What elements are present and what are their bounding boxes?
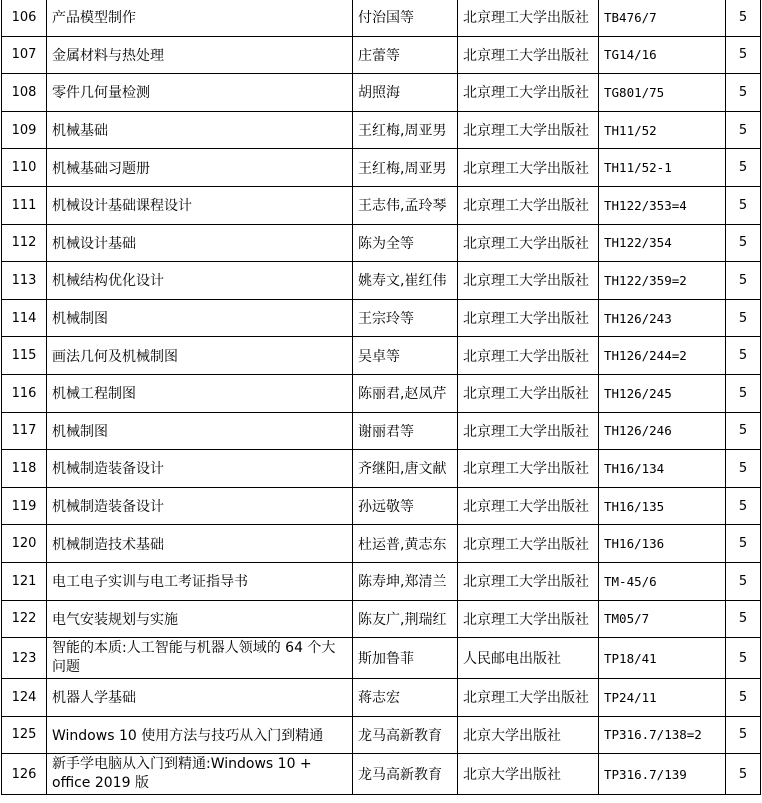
book-publisher: 北京理工大学出版社: [458, 74, 599, 112]
book-publisher: 北京理工大学出版社: [458, 224, 599, 262]
table-body: [2, 0, 761, 795]
book-title: Windows 10 使用方法与技巧从入门到精通: [47, 716, 353, 754]
book-title: 零件几何量检测: [47, 74, 353, 112]
quantity: 5: [726, 299, 761, 337]
call-number: TG14/16: [599, 36, 726, 74]
book-title: 机械制图: [47, 412, 353, 450]
call-number: TH122/353=4: [599, 186, 726, 224]
row-number: 110: [2, 149, 47, 187]
table-row: [2, 525, 761, 563]
book-publisher: 北京理工大学出版社: [458, 487, 599, 525]
quantity: 5: [726, 111, 761, 149]
table-row: [2, 262, 761, 300]
book-publisher: 北京理工大学出版社: [458, 111, 599, 149]
book-author: 陈丽君,赵凤芹: [353, 374, 458, 412]
quantity: 5: [726, 525, 761, 563]
book-title: 电工电子实训与电工考证指导书: [47, 562, 353, 600]
call-number: TM05/7: [599, 600, 726, 638]
book-title: 机械制造装备设计: [47, 450, 353, 488]
call-number: TH126/246: [599, 412, 726, 450]
quantity: 5: [726, 450, 761, 488]
book-publisher: 北京理工大学出版社: [458, 186, 599, 224]
quantity: 5: [726, 562, 761, 600]
row-number: 109: [2, 111, 47, 149]
table-row: [2, 74, 761, 112]
table-row: [2, 754, 761, 795]
row-number: 124: [2, 679, 47, 717]
book-publisher: 北京大学出版社: [458, 754, 599, 795]
book-author: 杜运普,黄志东: [353, 525, 458, 563]
book-author: 陈为全等: [353, 224, 458, 262]
book-publisher: 北京理工大学出版社: [458, 299, 599, 337]
quantity: 5: [726, 679, 761, 717]
row-number: 121: [2, 562, 47, 600]
quantity: 5: [726, 224, 761, 262]
row-number: 115: [2, 337, 47, 375]
book-author: 吴卓等: [353, 337, 458, 375]
table-row: [2, 562, 761, 600]
book-title: 机械基础习题册: [47, 149, 353, 187]
call-number: TP18/41: [599, 638, 726, 679]
call-number: TH126/245: [599, 374, 726, 412]
book-publisher: 北京理工大学出版社: [458, 262, 599, 300]
book-title: 机械设计基础: [47, 224, 353, 262]
book-publisher: 北京理工大学出版社: [458, 600, 599, 638]
row-number: 123: [2, 638, 47, 679]
quantity: 5: [726, 262, 761, 300]
book-author: 王红梅,周亚男: [353, 111, 458, 149]
book-publisher: 北京理工大学出版社: [458, 525, 599, 563]
row-number: 126: [2, 754, 47, 795]
book-publisher: 北京理工大学出版社: [458, 0, 599, 36]
call-number: TH16/134: [599, 450, 726, 488]
book-title: 智能的本质:人工智能与机器人领域的 64 个大问题: [47, 638, 353, 679]
quantity: 5: [726, 487, 761, 525]
book-publisher: 北京理工大学出版社: [458, 562, 599, 600]
table-row: [2, 716, 761, 754]
call-number: TP316.7/139: [599, 754, 726, 795]
book-title: 机械工程制图: [47, 374, 353, 412]
quantity: 5: [726, 337, 761, 375]
call-number: TH122/359=2: [599, 262, 726, 300]
call-number: TP316.7/138=2: [599, 716, 726, 754]
table-row: [2, 679, 761, 717]
quantity: 5: [726, 754, 761, 795]
quantity: 5: [726, 638, 761, 679]
book-publisher: 北京理工大学出版社: [458, 337, 599, 375]
book-title: 电气安装规划与实施: [47, 600, 353, 638]
book-author: 王宗玲等: [353, 299, 458, 337]
book-author: 龙马高新教育: [353, 716, 458, 754]
book-publisher: 北京大学出版社: [458, 716, 599, 754]
book-publisher: 北京理工大学出版社: [458, 36, 599, 74]
book-author: 蒋志宏: [353, 679, 458, 717]
book-title: 金属材料与热处理: [47, 36, 353, 74]
call-number: TH122/354: [599, 224, 726, 262]
call-number: TH16/135: [599, 487, 726, 525]
book-publisher: 人民邮电出版社: [458, 638, 599, 679]
book-author: 陈寿坤,郑清兰: [353, 562, 458, 600]
row-number: 111: [2, 186, 47, 224]
row-number: 108: [2, 74, 47, 112]
quantity: 5: [726, 74, 761, 112]
row-number: 114: [2, 299, 47, 337]
call-number: TH126/244=2: [599, 337, 726, 375]
call-number: TH11/52-1: [599, 149, 726, 187]
book-author: 龙马高新教育: [353, 754, 458, 795]
book-title: 机械设计基础课程设计: [47, 186, 353, 224]
book-author: 齐继阳,唐文献: [353, 450, 458, 488]
table-row: [2, 450, 761, 488]
book-title: 机械制图: [47, 299, 353, 337]
quantity: 5: [726, 716, 761, 754]
call-number: TP24/11: [599, 679, 726, 717]
book-author: 胡照海: [353, 74, 458, 112]
book-publisher: 北京理工大学出版社: [458, 374, 599, 412]
row-number: 120: [2, 525, 47, 563]
book-title: 产品模型制作: [47, 0, 353, 36]
call-number: TH126/243: [599, 299, 726, 337]
row-number: 122: [2, 600, 47, 638]
table-row: [2, 0, 761, 36]
table-row: [2, 600, 761, 638]
quantity: 5: [726, 36, 761, 74]
book-author: 斯加鲁菲: [353, 638, 458, 679]
book-author: 王红梅,周亚男: [353, 149, 458, 187]
call-number: TH11/52: [599, 111, 726, 149]
book-publisher: 北京理工大学出版社: [458, 450, 599, 488]
call-number: TM-45/6: [599, 562, 726, 600]
quantity: 5: [726, 600, 761, 638]
row-number: 119: [2, 487, 47, 525]
book-author: 庄蕾等: [353, 36, 458, 74]
table-row: [2, 638, 761, 679]
row-number: 125: [2, 716, 47, 754]
table-row: [2, 149, 761, 187]
book-author: 王志伟,孟玲琴: [353, 186, 458, 224]
book-author: 陈友广,荆瑞红: [353, 600, 458, 638]
book-title: 新手学电脑从入门到精通:Windows 10 + office 2019 版: [47, 754, 353, 795]
quantity: 5: [726, 186, 761, 224]
row-number: 106: [2, 0, 47, 36]
book-author: 付治国等: [353, 0, 458, 36]
quantity: 5: [726, 0, 761, 36]
book-author: 谢丽君等: [353, 412, 458, 450]
book-title: 画法几何及机械制图: [47, 337, 353, 375]
quantity: 5: [726, 149, 761, 187]
table-row: [2, 299, 761, 337]
book-publisher: 北京理工大学出版社: [458, 149, 599, 187]
row-number: 113: [2, 262, 47, 300]
call-number: TG801/75: [599, 74, 726, 112]
book-title: 机械结构优化设计: [47, 262, 353, 300]
table-row: [2, 224, 761, 262]
row-number: 112: [2, 224, 47, 262]
book-author: 孙远敬等: [353, 487, 458, 525]
book-title: 机械制造技术基础: [47, 525, 353, 563]
call-number: TH16/136: [599, 525, 726, 563]
book-title: 机械基础: [47, 111, 353, 149]
table-row: [2, 337, 761, 375]
row-number: 107: [2, 36, 47, 74]
book-title: 机械制造装备设计: [47, 487, 353, 525]
table-row: [2, 487, 761, 525]
book-publisher: 北京理工大学出版社: [458, 679, 599, 717]
row-number: 116: [2, 374, 47, 412]
book-publisher: 北京理工大学出版社: [458, 412, 599, 450]
table-row: [2, 412, 761, 450]
book-list-table: [1, 0, 761, 795]
quantity: 5: [726, 374, 761, 412]
table-row: [2, 374, 761, 412]
table-row: [2, 186, 761, 224]
row-number: 117: [2, 412, 47, 450]
book-author: 姚寿文,崔红伟: [353, 262, 458, 300]
table-row: [2, 111, 761, 149]
book-title: 机器人学基础: [47, 679, 353, 717]
table-row: [2, 36, 761, 74]
quantity: 5: [726, 412, 761, 450]
row-number: 118: [2, 450, 47, 488]
call-number: TB476/7: [599, 0, 726, 36]
